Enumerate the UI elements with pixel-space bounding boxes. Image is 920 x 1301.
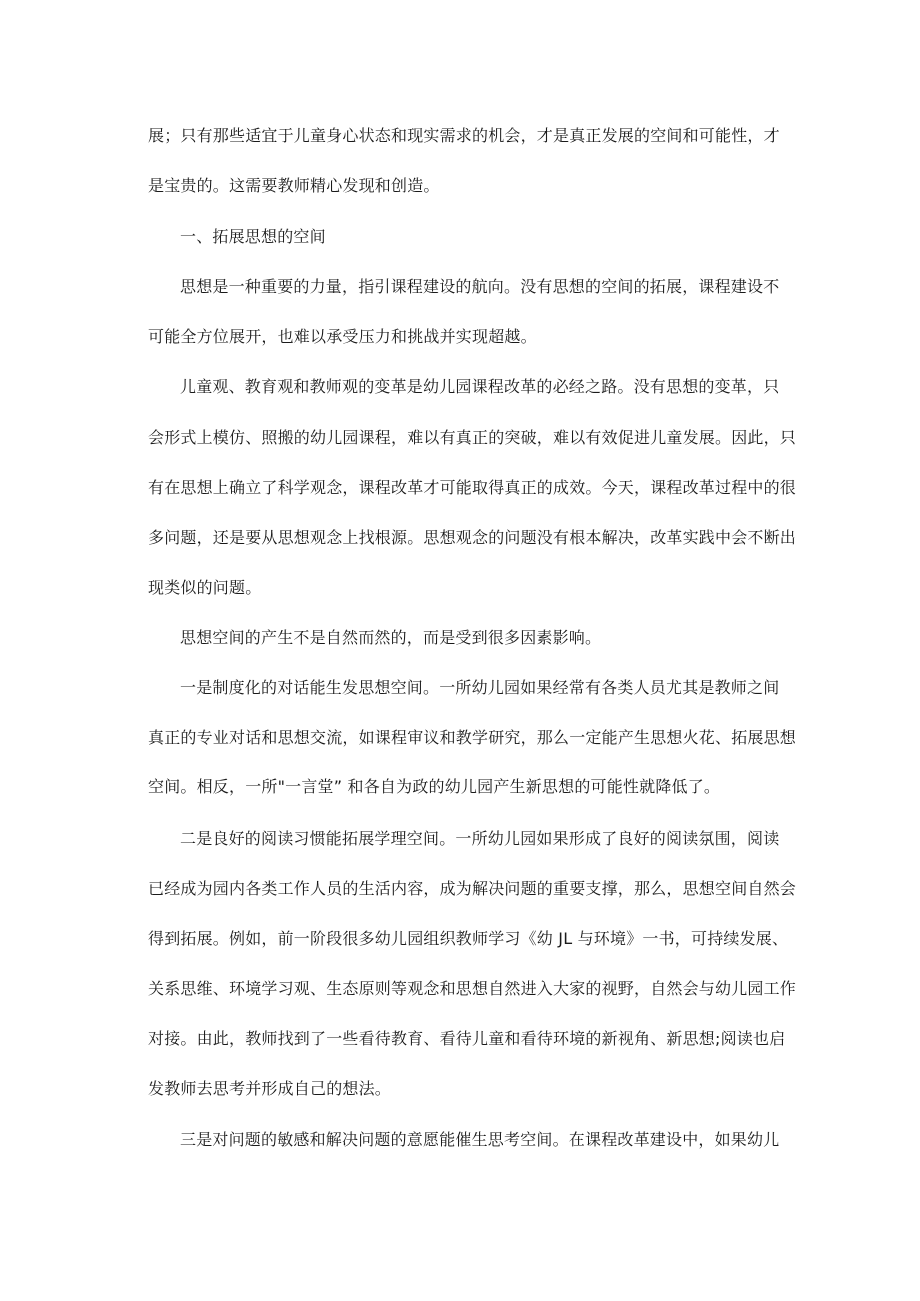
- text-line-12: 一是制度化的对话能生发思想空间。一所幼儿园如果经常有各类人员尤其是教师之间: [180, 678, 780, 697]
- text-line-11: 思想空间的产生不是自然而然的，而是受到很多因素影响。: [180, 628, 602, 647]
- text-line-6: 儿童观、教育观和教师观的变革是幼儿园课程改革的必经之路。没有思想的变革，只: [180, 377, 780, 396]
- section-heading: 一、拓展思想的空间: [180, 227, 326, 246]
- text-line-7: 会形式上模仿、照搬的幼儿园课程，难以有真正的突破，难以有效促进儿童发展。因此，只: [148, 428, 797, 447]
- text-line-16: 已经成为园内各类工作人员的生活内容，成为解决问题的重要支撑，那么，思想空间自然会: [148, 879, 797, 898]
- text-line-21: 三是对问题的敏感和解决问题的意愿能催生思考空间。在课程改革建设中，如果幼儿: [180, 1130, 780, 1149]
- text-line-14: 空间。相反，一所"一言堂” 和各自为政的幼儿园产生新思想的可能性就降低了。: [148, 777, 721, 796]
- text-line-17: 得到拓展。例如，前一阶段很多幼儿园组织教师学习《幼 JL 与环境》一书，可持续发展、: [148, 929, 789, 948]
- text-line-19: 对接。由此，教师找到了一些看待教育、看待儿童和看待环境的新视角、新思想;阅读也启: [148, 1029, 786, 1048]
- text-line-9: 多问题，还是要从思想观念上找根源。思想观念的问题没有根本解决，改革实践中会不断出: [148, 528, 797, 547]
- text-line-4: 思想是一种重要的力量，指引课程建设的航向。没有思想的空间的拓展，课程建设不: [180, 277, 780, 296]
- text-line-20: 发教师去思考并形成自己的想法。: [148, 1079, 392, 1098]
- text-line-8: 有在思想上确立了科学观念，课程改革才可能取得真正的成效。今天，课程改革过程中的很: [148, 478, 797, 497]
- text-line-2: 是宝贵的。这需要教师精心发现和创造。: [148, 176, 440, 195]
- text-line-5: 可能全方位展开，也难以承受压力和挑战并实现超越。: [148, 327, 537, 346]
- text-line-15: 二是良好的阅读习惯能拓展学理空间。一所幼儿园如果形成了良好的阅读氛围，阅读: [180, 829, 780, 848]
- text-line-13: 真正的专业对话和思想交流，如课程审议和教学研究，那么一定能产生思想火花、拓展思想: [148, 728, 797, 747]
- text-line-18: 关系思维、环境学习观、生态原则等观念和思想自然进入大家的视野，自然会与幼儿园工作: [148, 979, 797, 998]
- text-line-1: 展；只有那些适宜于儿童身心状态和现实需求的机会，才是真正发展的空间和可能性，才: [148, 126, 780, 145]
- text-line-10: 现类似的问题。: [148, 578, 262, 597]
